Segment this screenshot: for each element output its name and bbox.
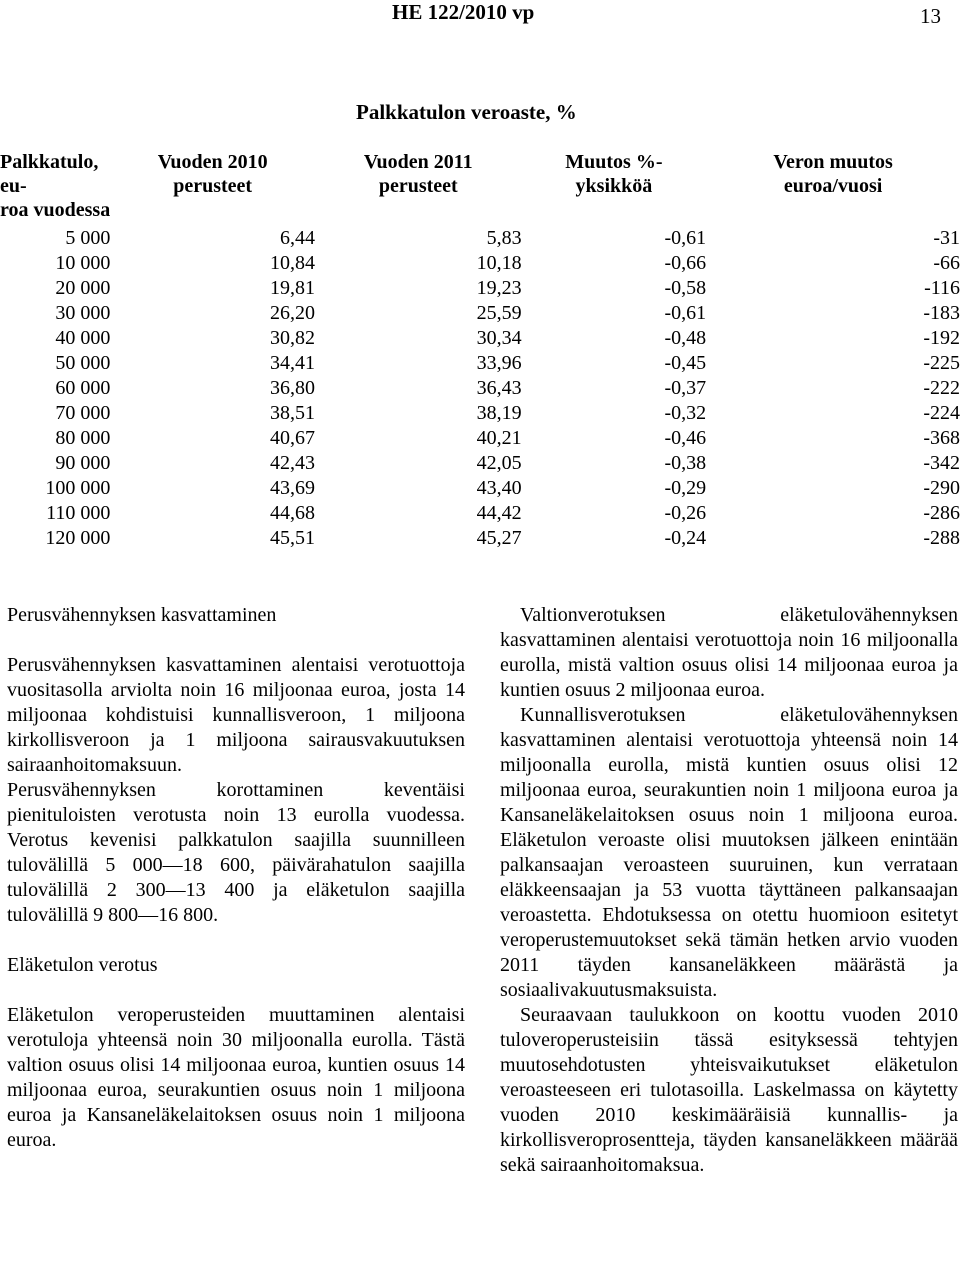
left-text-column xyxy=(7,603,465,1153)
table-row xyxy=(0,526,960,551)
section-heading-pension-taxation: Eläketulon verotus xyxy=(7,954,158,976)
paragraph-municipal-pension-deduction: Kunnallisverotuksen eläketulovähennyksen kasvattaminen alentaisi verotuottoja yhteensä noin 14 miljoonalla eurolla, mistä kuntien osuus olisi 12 miljoonaa euroa, seurakuntien noin 1 miljoona euroa ja Kansaneläkelaitoksen osuus noin 1 miljoona euroa. Eläketulon veroaste olisi muutoksen jälkeen enintään palkansaajan veroasteen suuruinen, kun verrataan eläkkeensaajan ja 53 vuotta täyttäneen palkansaajan veroastetta. Ehdotuksessa on otettu huomioon esitetyt veroperustemuutokset sekä tämän hetken arvio vuoden 2011 täyden kansaneläkkeen määrästä ja sosiaalivakuutusmaksuista. xyxy=(500,704,958,1001)
table-row xyxy=(0,501,960,526)
table-row xyxy=(0,301,960,326)
cell-change-eur: -183 xyxy=(923,302,960,324)
cell-rate-2011: 30,34 xyxy=(476,327,522,349)
cell-rate-2010: 30,82 xyxy=(269,327,315,349)
column-header-income xyxy=(0,150,110,226)
table-row xyxy=(0,451,960,476)
cell-income: 10 000 xyxy=(55,252,111,274)
cell-income: 80 000 xyxy=(55,427,111,449)
column-header-2010 xyxy=(110,150,315,226)
cell-income: 110 000 xyxy=(46,502,111,524)
cell-rate-2011: 45,27 xyxy=(476,527,522,549)
cell-change-eur: -224 xyxy=(923,402,960,424)
page-header xyxy=(0,0,960,26)
document-id: HE 122/2010 vp xyxy=(392,0,535,24)
cell-change-eur: -31 xyxy=(933,227,960,249)
cell-change-eur: -288 xyxy=(923,527,960,549)
cell-rate-2011: 19,23 xyxy=(476,277,522,299)
cell-rate-2011: 40,21 xyxy=(476,427,522,449)
cell-rate-2010: 43,69 xyxy=(269,477,315,499)
cell-change-pct: -0,32 xyxy=(664,402,707,424)
table-row xyxy=(0,351,960,376)
cell-change-pct: -0,66 xyxy=(664,252,707,274)
cell-rate-2011: 33,96 xyxy=(476,352,522,374)
cell-change-pct: -0,26 xyxy=(664,502,707,524)
cell-change-pct: -0,46 xyxy=(664,427,707,449)
cell-rate-2010: 34,41 xyxy=(269,352,315,374)
cell-income: 5 000 xyxy=(65,227,111,249)
table-body xyxy=(0,226,960,551)
column-header-income-text: Palkkatulo, eu- roa vuodessa xyxy=(0,151,111,221)
cell-rate-2010: 26,20 xyxy=(269,302,315,324)
cell-rate-2011: 25,59 xyxy=(476,302,522,324)
cell-income: 50 000 xyxy=(55,352,111,374)
cell-rate-2010: 40,67 xyxy=(269,427,315,449)
table-title: Palkkatulon veroaste, % xyxy=(356,100,577,124)
cell-change-eur: -66 xyxy=(933,252,960,274)
cell-change-eur: -225 xyxy=(923,352,960,374)
tax-rate-table xyxy=(0,150,960,551)
paragraph-basic-deduction-2: Perusvähennyksen korottaminen keventäisi pienituloisten verotusta noin 13 eurolla vuodessa. Verotus kevenisi palkkatulon saajilla suunnilleen tulovälillä 5 000—18 600, päivärahatulon saajilla tulovälillä 2 300—13 400 ja eläketulon saajilla tulovälillä 9 800—16 800. xyxy=(7,779,465,926)
cell-change-pct: -0,61 xyxy=(664,227,707,249)
cell-income: 120 000 xyxy=(45,527,111,549)
column-header-2011-text: Vuoden 2011 perusteet xyxy=(363,151,473,197)
cell-income: 100 000 xyxy=(45,477,111,499)
paragraph-basic-deduction-1: Perusvähennyksen kasvattaminen alentaisi verotuottoja vuositasolla arviolta noin 16 miljoonaa euroa, josta 14 miljoonaa kohdistuisi kunnallisveroon, 1 miljoona kirkollisveroon ja 1 miljoona sairausvakuutuksen sairaanhoitomaksuun. xyxy=(7,654,465,776)
cell-change-pct: -0,29 xyxy=(664,477,707,499)
right-text-column xyxy=(500,603,958,1178)
table-row xyxy=(0,276,960,301)
cell-rate-2010: 44,68 xyxy=(269,502,315,524)
section-heading-basic-deduction: Perusvähennyksen kasvattaminen xyxy=(7,604,277,626)
column-header-change-pct-text: Muutos %- yksikköä xyxy=(565,151,663,197)
cell-rate-2010: 10,84 xyxy=(269,252,315,274)
cell-income: 40 000 xyxy=(55,327,111,349)
cell-change-pct: -0,61 xyxy=(664,302,707,324)
cell-change-eur: -192 xyxy=(923,327,960,349)
column-header-2010-text: Vuoden 2010 perusteet xyxy=(157,151,268,197)
cell-change-pct: -0,48 xyxy=(664,327,707,349)
cell-rate-2011: 36,43 xyxy=(476,377,522,399)
table-row xyxy=(0,226,960,251)
column-header-change-eur xyxy=(706,150,960,226)
cell-change-eur: -116 xyxy=(924,277,960,299)
paragraph-pension-taxation: Eläketulon veroperusteiden muuttaminen alentaisi verotuloja yhteensä noin 30 miljoonalla eurolla. Tästä valtion osuus olisi 14 miljoonaa euroa, kuntien osuus 14 miljoonaa euroa, seurakuntien osuus noin 1 miljoona euroa ja Kansaneläkelaitoksen osuus noin 1 miljoona euroa. xyxy=(7,1004,465,1151)
table-row xyxy=(0,376,960,401)
cell-rate-2010: 42,43 xyxy=(269,452,315,474)
cell-change-eur: -342 xyxy=(923,452,960,474)
cell-rate-2010: 38,51 xyxy=(269,402,315,424)
cell-rate-2011: 5,83 xyxy=(486,227,522,249)
paragraph-next-table-intro: Seuraavaan taulukkoon on koottu vuoden 2010 tuloveroperusteisiin tässä esityksessä tehtyjen muutosehdotusten yhteisvaikutukset eläketulon veroasteeseen eri tulotasoilla. Laskelmassa on käytetty vuoden 2010 keskimääräisiä kunnallis- ja kirkollisveroprosentteja, täyden kansaneläkkeen määrää sekä sairaanhoitomaksua. xyxy=(500,1004,958,1176)
cell-income: 30 000 xyxy=(55,302,111,324)
cell-change-pct: -0,38 xyxy=(664,452,707,474)
column-header-change-pct xyxy=(522,150,707,226)
cell-rate-2010: 19,81 xyxy=(269,277,315,299)
cell-rate-2010: 6,44 xyxy=(279,227,315,249)
cell-income: 20 000 xyxy=(55,277,111,299)
table-row xyxy=(0,251,960,276)
table-row xyxy=(0,426,960,451)
cell-change-pct: -0,24 xyxy=(664,527,707,549)
cell-change-eur: -290 xyxy=(923,477,960,499)
cell-change-eur: -286 xyxy=(923,502,960,524)
cell-change-pct: -0,37 xyxy=(664,377,707,399)
cell-rate-2010: 45,51 xyxy=(269,527,315,549)
column-header-change-eur-text: Veron muutos euroa/vuosi xyxy=(773,151,893,197)
cell-rate-2011: 43,40 xyxy=(476,477,522,499)
cell-rate-2010: 36,80 xyxy=(269,377,315,399)
page-number: 13 xyxy=(920,4,941,28)
paragraph-state-pension-deduction: Valtionverotuksen eläketulovähennyksen kasvattaminen alentaisi verotuottoja noin 16 miljoonalla eurolla, mistä valtion osuus olisi 14 miljoonaa euroa ja kuntien osuus 2 miljoonaa euroa. xyxy=(500,604,958,701)
cell-change-eur: -368 xyxy=(923,427,960,449)
cell-income: 90 000 xyxy=(55,452,111,474)
table-row xyxy=(0,326,960,351)
cell-income: 60 000 xyxy=(55,377,111,399)
cell-change-pct: -0,45 xyxy=(664,352,707,374)
cell-rate-2011: 44,42 xyxy=(476,502,522,524)
table-row xyxy=(0,401,960,426)
table-row xyxy=(0,476,960,501)
cell-change-pct: -0,58 xyxy=(664,277,707,299)
cell-rate-2011: 38,19 xyxy=(476,402,522,424)
cell-income: 70 000 xyxy=(55,402,111,424)
cell-rate-2011: 42,05 xyxy=(476,452,522,474)
cell-change-eur: -222 xyxy=(923,377,960,399)
table-header-row xyxy=(0,150,960,226)
column-header-2011 xyxy=(315,150,522,226)
cell-rate-2011: 10,18 xyxy=(476,252,522,274)
